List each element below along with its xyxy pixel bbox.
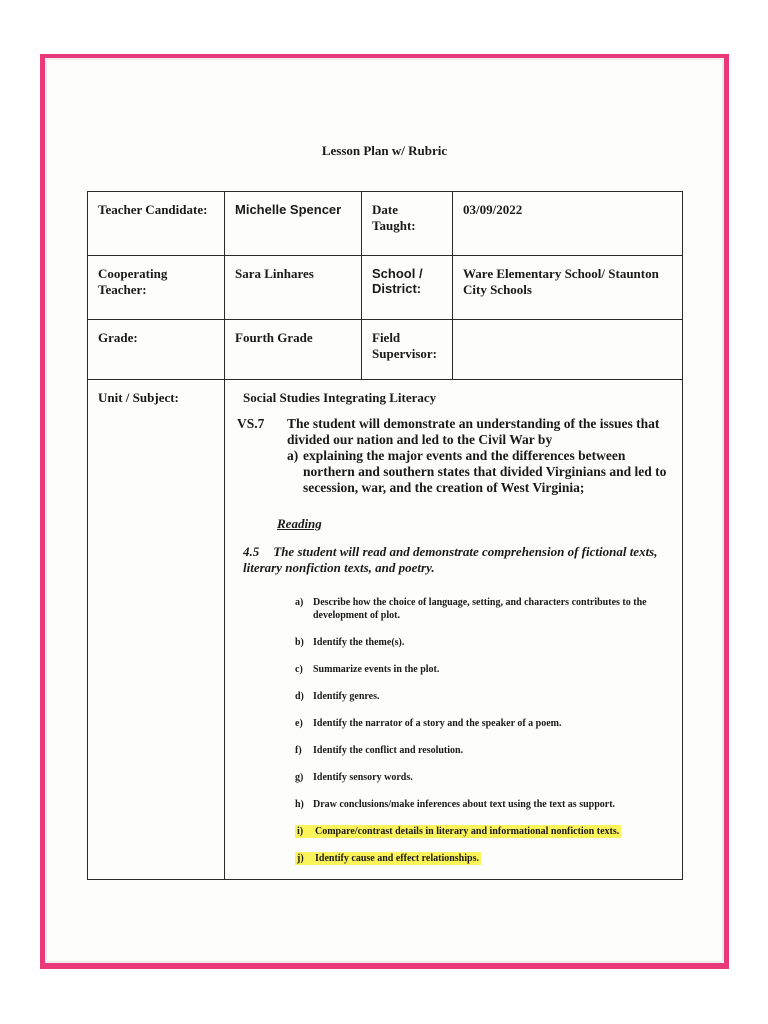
standard-4-5-text: The student will read and demonstrate comprehension of fictional texts, literary nonfiction texts, and poetry. [243, 544, 658, 575]
school-district-value: Ware Elementary School/ Staunton City Schools [453, 256, 683, 320]
table-row [88, 256, 683, 320]
reading-heading: Reading [277, 516, 322, 531]
item-text: Describe how the choice of language, setting, and characters contributes to the development of plot. [313, 597, 647, 621]
item-text: Identify the conflict and resolution. [313, 745, 464, 756]
teacher-candidate-value: Michelle Spencer [225, 192, 362, 256]
table-row [88, 192, 683, 256]
list-item [295, 798, 674, 811]
teacher-candidate-label: Teacher Candidate: [88, 192, 225, 256]
item-label: a) [295, 597, 304, 608]
standard-text: The student will demonstrate an understanding of the issues that divided our nation and led to the Civil War by [287, 416, 660, 447]
grade-value: Fourth Grade [225, 320, 362, 380]
standard-vs7 [237, 416, 674, 496]
list-item [295, 690, 674, 703]
list-item [295, 771, 674, 784]
table-row [88, 380, 683, 880]
item-label: g) [295, 772, 304, 783]
page-title: Lesson Plan w/ Rubric [321, 143, 448, 158]
item-text: Identify genres. [313, 691, 380, 702]
field-supervisor-label: Field Supervisor: [362, 320, 453, 380]
sub-item-text: explaining the major events and the differences between northern and southern states that divided Virginians and led to secession, war, and the creation of West Virginia; [303, 448, 667, 495]
item-label: e) [295, 718, 303, 729]
lesson-plan-table [87, 191, 683, 880]
list-item [295, 744, 674, 757]
school-district-label: School / District: [362, 256, 453, 320]
date-taught-value: 03/09/2022 [453, 192, 683, 256]
item-label: c) [295, 664, 303, 675]
item-label: d) [295, 691, 304, 702]
unit-content-cell [225, 380, 683, 880]
item-text: Identify the theme(s). [313, 637, 405, 648]
cooperating-teacher-value: Sara Linhares [225, 256, 362, 320]
standard-sub-item [287, 448, 674, 496]
item-text: Identify cause and effect relationships. [315, 853, 479, 864]
list-item [295, 636, 674, 649]
item-label: b) [295, 637, 304, 648]
list-item [295, 717, 674, 730]
list-item [295, 596, 674, 622]
table-row [88, 320, 683, 380]
item-text: Identify the narrator of a story and the speaker of a poem. [313, 718, 562, 729]
field-supervisor-value [453, 320, 683, 380]
unit-subject-label: Unit / Subject: [88, 380, 225, 880]
cooperating-teacher-label: Cooperating Teacher: [88, 256, 225, 320]
standard-code: VS.7 [237, 416, 265, 431]
list-item [295, 663, 674, 676]
reading-objectives-list [295, 596, 674, 865]
date-taught-label: Date Taught: [362, 192, 453, 256]
item-text: Compare/contrast details in literary and informational nonfiction texts. [315, 826, 620, 837]
standard-number: 4.5 [243, 544, 260, 559]
item-text: Draw conclusions/make inferences about text using the text as support. [313, 799, 616, 810]
item-label: h) [295, 799, 304, 810]
unit-subject-value: Social Studies Integrating Literacy [243, 390, 437, 405]
sub-item-label: a) [287, 448, 299, 463]
standard-4-5 [243, 544, 674, 576]
document-page [47, 60, 722, 961]
list-item-highlighted [295, 825, 674, 838]
item-label: j) [297, 853, 304, 864]
item-label: i) [297, 826, 304, 837]
grade-label: Grade: [88, 320, 225, 380]
item-label: f) [295, 745, 302, 756]
item-text: Summarize events in the plot. [313, 664, 440, 675]
item-text: Identify sensory words. [313, 772, 413, 783]
list-item-highlighted [295, 852, 674, 865]
